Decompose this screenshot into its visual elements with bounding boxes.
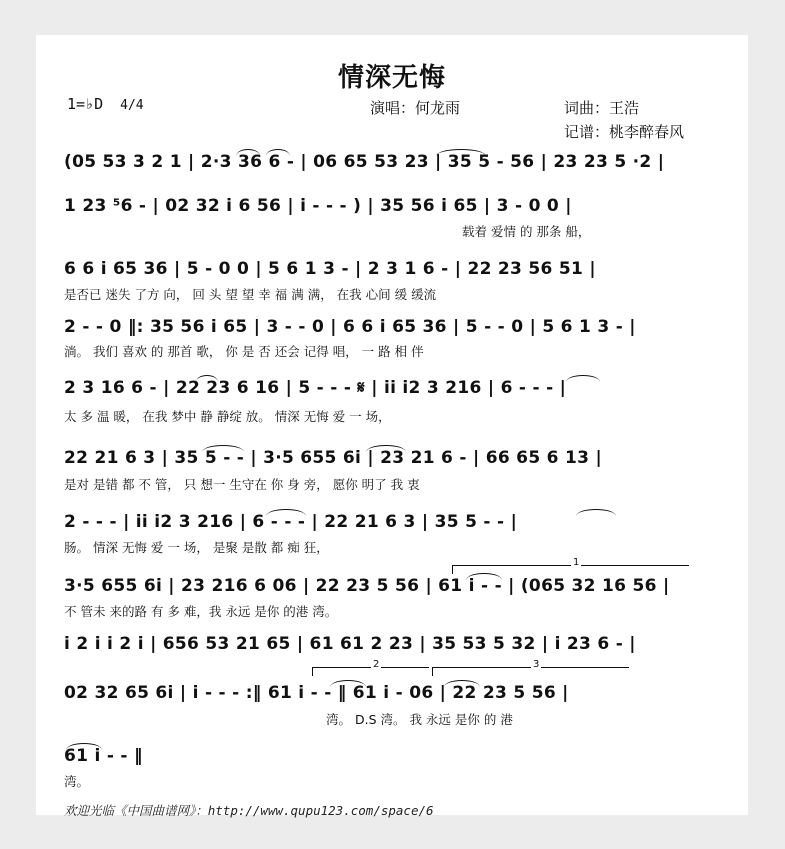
score-system-1: (05 53 3 2 1 | 2·3 36 6 - | 06 65 53 23 | 35 5 - 56 | 23 23 5 ·2 | [64, 152, 665, 172]
lyrics-line-2: 载着 爱情 的 那条 船， [462, 224, 591, 239]
volta-bracket-3: 3 [432, 667, 629, 676]
score-system-4: 2 - - 0 ‖: 35 56 i 65 | 3 - - 0 | 6 6 i 65 36 | 5 - - 0 | 5 6 1 3 - | [64, 317, 636, 337]
lyrics-line-10: 湾。 D.S 湾。 我 永远 是你 的 港 [326, 712, 513, 727]
score-sheet [36, 35, 748, 818]
score-system-9: i 2 i i 2 i | 656 53 21 65 | 61 61 2 23 | 35 53 5 32 | i 23 6 - | [64, 634, 636, 654]
score-system-11: 61 i - - ‖ [64, 746, 143, 766]
singer: 演唱：何龙雨 [370, 99, 461, 117]
key-signature [67, 95, 144, 113]
slur-mark [66, 743, 102, 750]
page-title: 情深无悔 [337, 63, 446, 93]
composer: 词曲：王浩 [564, 99, 640, 117]
lyrics-line-11: 湾。 [64, 774, 90, 789]
slur-mark [330, 680, 366, 687]
slur-mark [196, 375, 218, 382]
lyrics-line-6: 是对 是错 都 不 管， 只 想一 生守在 你 身 旁， 愿你 明了 我 衷 [64, 477, 420, 492]
lyrics-line-5: 太 多 温 暖， 在我 梦中 静 静绽 放。 情深 无悔 爱 一 场， [64, 409, 391, 424]
slur-mark [436, 149, 486, 156]
volta-bracket-1: 1 [452, 565, 689, 574]
slur-mark [466, 573, 502, 580]
score-system-8: 3·5 655 6i | 23 216 6 06 | 22 23 5 56 | 61 i - - | (065 32 16 56 | [64, 576, 670, 596]
lyrics-line-4: 淌。 我们 喜欢 的 那首 歌， 你 是 否 还会 记得 唱， 一 路 相 伴 [64, 344, 424, 359]
score-system-6: 22 21 6 3 | 35 5 - - | 3·5 655 6i | 23 21 6 - | 66 65 6 13 | [64, 448, 602, 468]
lyrics-line-3: 是否已 迷失 了方 向， 回 头 望 望 幸 福 满 满， 在我 心间 缓 缓流 [64, 287, 437, 302]
key-value: 1=♭D [67, 95, 104, 113]
slur-mark [236, 149, 260, 156]
score-system-2: 1 23 ⁵6 - | 02 32 i 6 56 | i - - - ) | 35 56 i 65 | 3 - 0 0 | [64, 196, 572, 216]
lyrics-line-7: 肠。 情深 无悔 爱 一 场， 是聚 是散 都 痴 狂， [64, 540, 329, 555]
slur-mark [366, 445, 406, 452]
transcriber: 记谱：桃李醉春风 [564, 123, 685, 141]
score-system-10: 02 32 65 6i | i - - - :‖ 61 i - - ‖ 61 i - 06 | 22 23 5 56 | [64, 683, 569, 703]
lyrics-line-8: 不 管未 来的路 有 多 难，我 永远 是你 的港 湾。 [64, 604, 338, 619]
score-system-5: 2 3 16 6 - | 22 23 6 16 | 5 - - - 𝄋 | ii i2 3 216 | 6 - - - | [64, 378, 567, 398]
score-system-3: 6 6 i 65 36 | 5 - 0 0 | 5 6 1 3 - | 2 3 1 6 - | 22 23 56 51 | [64, 259, 596, 279]
footer-text: 欢迎光临《中国曲谱网》：http://www.qupu123.com/space/6 [64, 803, 434, 818]
score-system-7: 2 - - - | ii i2 3 216 | 6 - - - | 22 21 6 3 | 35 5 - - | [64, 512, 518, 532]
slur-mark [444, 680, 480, 687]
slur-mark [576, 509, 616, 516]
time-signature: 4/4 [120, 98, 144, 113]
slur-mark [266, 509, 306, 516]
volta-bracket-2: 2 [312, 667, 429, 676]
slur-mark [266, 149, 290, 156]
slur-mark [202, 445, 244, 452]
slur-mark [566, 375, 600, 382]
